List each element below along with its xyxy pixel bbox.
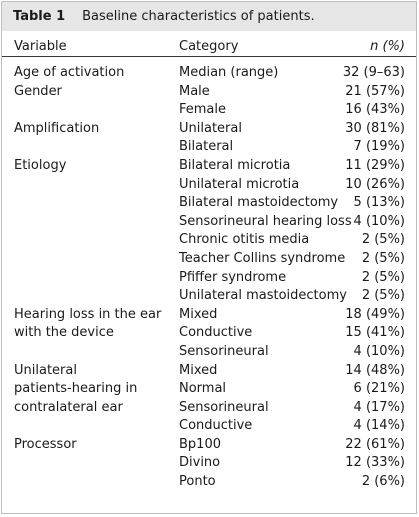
table-body xyxy=(2,64,416,492)
row-value: 30 (81%) xyxy=(345,120,405,136)
row-value: 7 (19%) xyxy=(353,139,405,155)
table-row xyxy=(2,101,416,120)
row-variable: patients-hearing in xyxy=(14,381,138,397)
table-row xyxy=(2,250,416,269)
table-row xyxy=(2,157,416,176)
row-value: 21 (57%) xyxy=(345,83,405,99)
row-variable: Gender xyxy=(14,83,62,99)
table-caption: Baseline characteristics of patients. xyxy=(82,9,315,24)
row-category: Bilateral microtia xyxy=(179,157,291,173)
row-variable: Processor xyxy=(14,436,77,452)
row-value: 14 (48%) xyxy=(345,362,405,378)
table-row xyxy=(2,231,416,250)
row-value: 2 (6%) xyxy=(361,474,405,490)
row-category: Pfiffer syndrome xyxy=(179,269,287,285)
row-value: 12 (33%) xyxy=(345,455,405,471)
row-category: Teacher Collins syndrome xyxy=(179,250,346,266)
table-row xyxy=(2,138,416,157)
row-category: Male xyxy=(179,83,210,99)
row-value: 11 (29%) xyxy=(345,157,405,173)
table-row xyxy=(2,324,416,343)
table-row xyxy=(2,473,416,492)
table-row xyxy=(2,120,416,139)
row-value: 22 (61%) xyxy=(345,436,405,452)
row-variable: Etiology xyxy=(14,157,67,173)
table-row xyxy=(2,454,416,473)
row-category: Bilateral xyxy=(179,139,234,155)
row-category: Median (range) xyxy=(179,65,279,80)
table-frame xyxy=(1,1,417,514)
row-category: Ponto xyxy=(179,474,216,490)
table-row xyxy=(2,64,416,83)
table-row xyxy=(2,83,416,102)
row-category: Mixed xyxy=(179,306,218,322)
row-value: 4 (14%) xyxy=(353,418,405,434)
table-header-row xyxy=(2,31,416,57)
table-row xyxy=(2,399,416,418)
row-category: Normal xyxy=(179,381,227,397)
row-variable: Unilateral xyxy=(14,362,77,378)
row-value: 16 (43%) xyxy=(345,102,405,118)
row-value: 5 (13%) xyxy=(353,195,405,211)
table-row xyxy=(2,287,416,306)
header-category: Category xyxy=(179,39,239,54)
row-category: Sensorineural xyxy=(179,399,269,415)
row-value: 2 (5%) xyxy=(361,288,405,304)
row-category: Chronic otitis media xyxy=(179,232,310,248)
table-row xyxy=(2,194,416,213)
row-variable: with the device xyxy=(14,325,114,341)
table-title-bar xyxy=(2,2,416,31)
row-value: 10 (26%) xyxy=(345,176,405,192)
row-value: 32 (9–63) xyxy=(342,65,405,80)
table-row xyxy=(2,362,416,381)
row-variable: contralateral ear xyxy=(14,399,123,415)
row-value: 4 (10%) xyxy=(353,343,405,359)
table-row xyxy=(2,213,416,232)
row-value: 15 (41%) xyxy=(345,325,405,341)
row-category: Unilateral mastoidectomy xyxy=(179,288,347,304)
table-row xyxy=(2,176,416,195)
row-category: Unilateral microtia xyxy=(179,176,300,192)
row-value: 6 (21%) xyxy=(353,381,405,397)
row-variable: Amplification xyxy=(14,120,100,136)
row-category: Female xyxy=(179,102,227,118)
table-row xyxy=(2,343,416,362)
row-category: Bp100 xyxy=(179,436,221,452)
row-value: 18 (49%) xyxy=(345,306,405,322)
row-value: 2 (5%) xyxy=(361,232,405,248)
table-row xyxy=(2,306,416,325)
header-variable: Variable xyxy=(14,39,67,54)
row-value: 4 (17%) xyxy=(353,399,405,415)
row-category: Bilateral mastoidectomy xyxy=(179,195,339,211)
row-category: Sensorineural hearing loss xyxy=(179,213,352,229)
row-variable: Hearing loss in the ear xyxy=(14,306,162,322)
row-category: Mixed xyxy=(179,362,218,378)
row-category: Sensorineural xyxy=(179,343,269,359)
table-number: Table 1 xyxy=(13,9,66,24)
row-variable: Age of activation xyxy=(14,65,125,80)
row-category: Unilateral xyxy=(179,120,242,136)
table-row xyxy=(2,436,416,455)
row-category: Divino xyxy=(179,455,221,471)
table-row xyxy=(2,417,416,436)
table-row xyxy=(2,380,416,399)
row-value: 2 (5%) xyxy=(361,250,405,266)
row-value: 4 (10%) xyxy=(353,213,405,229)
header-value: n (%) xyxy=(370,39,405,54)
table-row xyxy=(2,269,416,288)
row-category: Conductive xyxy=(179,325,253,341)
row-value: 2 (5%) xyxy=(361,269,405,285)
row-category: Conductive xyxy=(179,418,253,434)
